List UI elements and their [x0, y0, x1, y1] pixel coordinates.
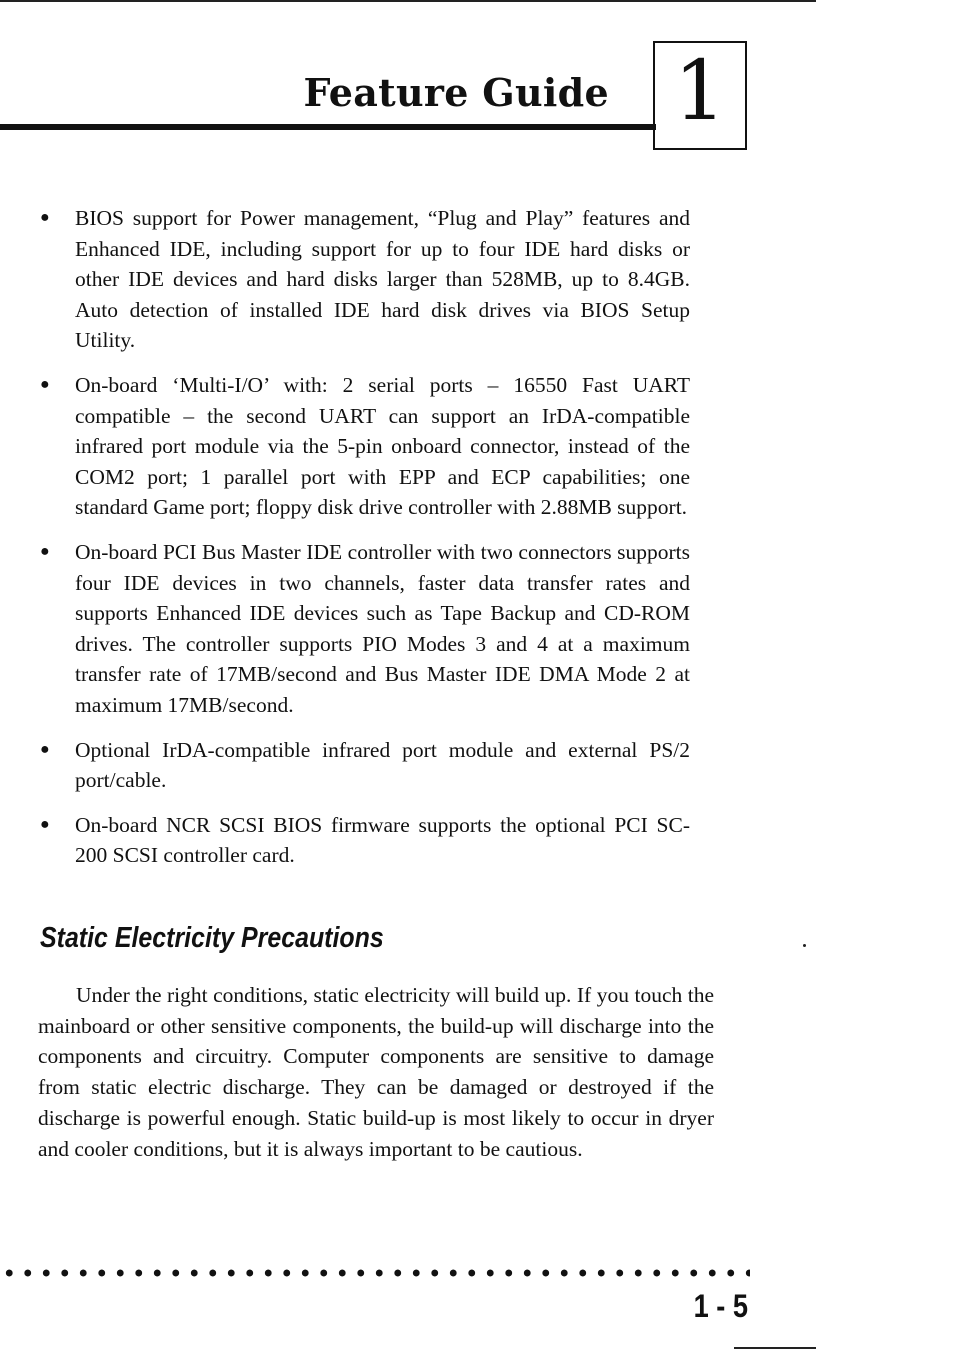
feature-text: On-board NCR SCSI BIOS firmware supports the optional PCI SC-200 SCSI controller card. [75, 812, 690, 868]
chapter-title: Feature Guide [303, 70, 609, 115]
feature-item [40, 203, 690, 356]
top-rule [0, 0, 816, 2]
bullet-icon: ● [40, 209, 50, 226]
bullet-icon: ● [40, 815, 50, 833]
bullet-icon: ● [40, 375, 50, 393]
page-number: 1 - 5 [693, 1288, 748, 1324]
stray-dot [803, 944, 806, 947]
dotted-divider [0, 1267, 750, 1279]
bullet-icon: ● [40, 740, 50, 758]
title-rule [0, 124, 656, 130]
feature-item [40, 810, 690, 871]
body-paragraph: Under the right conditions, static electricity will build up. If you touch the mainboard or other sensitive components, the build-up will discharge into the components and circuitry. Computer components are sensitive to damage from static electric discharge. They can be damaged or destroyed if the discharge is powerful enough. Static build-up is most likely to occur in dryer and cooler conditions, but it is always important to be cautious. [38, 983, 714, 1161]
feature-list [40, 203, 690, 885]
bullet-icon: ● [40, 542, 50, 560]
chapter-number: 1 [673, 44, 727, 139]
section-heading: Static Electricity Precautions [40, 922, 384, 954]
feature-text: On-board ‘Multi-I/O’ with: 2 serial ports – 16550 Fast UART compatible – the second UART can support an IrDA-compatible infrared port module via the 5-pin onboard connector, instead of the COM2 port; 1 parallel port with EPP and ECP capabilities; one standard Game port; floppy disk drive controller with 2.88MB support. [75, 372, 690, 520]
feature-text: Optional IrDA-compatible infrared port module and external PS/2 port/cable. [75, 737, 690, 793]
feature-item [40, 735, 690, 796]
chapter-number-box [653, 41, 747, 150]
bottom-rule [734, 1347, 816, 1349]
feature-item [40, 370, 690, 523]
feature-item [40, 537, 690, 721]
feature-text: BIOS support for Power management, “Plug and Play” features and Enhanced IDE, including support for up to four IDE hard disks or other IDE devices and hard disks larger than 528MB, up to 8.4GB. Auto detection of installed IDE hard disk drives via BIOS Setup Utility. [75, 206, 690, 353]
feature-text: On-board PCI Bus Master IDE controller with two connectors supports four IDE devices in two channels, faster data transfer rates and supports Enhanced IDE devices such as Tape Backup and CD-ROM drives. The controller supports PIO Modes 3 and 4 at a maximum transfer rate of 17MB/second and Bus Master IDE DMA Mode 2 at maximum 17MB/second. [75, 539, 690, 717]
